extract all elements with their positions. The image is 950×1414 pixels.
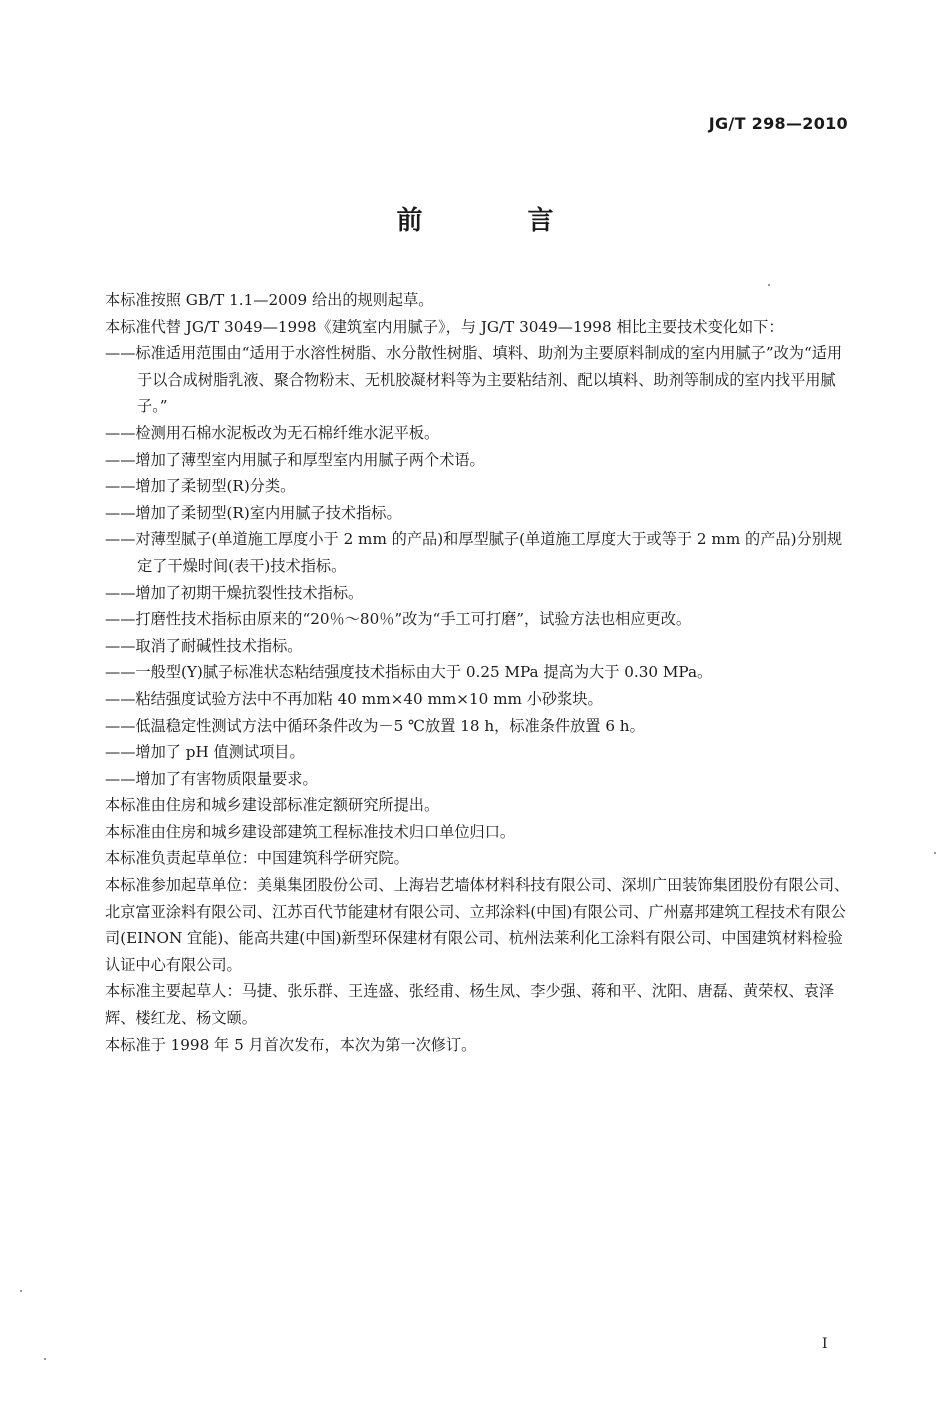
list-item: ——增加了薄型室内用腻子和厚型室内用腻子两个术语。 — [105, 450, 485, 469]
paragraph: 本标准参加起草单位：美巢集团股份公司、上海岩艺墙体材料科技有限公司、深圳广田装饰集团股份有限公司、北京富亚涂料有限公司、江苏百代节能建材有限公司、立邦涂料(中国)有限公司、广州嘉邦建筑工程技术有限公司(EINON 宜能)、能高共建(中国)新型环保建材有限公司、杭州法莱利化工涂料有限公司、中国建筑材料检验认证中心有限公司。 — [105, 876, 850, 974]
paragraph: 本标准负责起草单位：中国建筑科学研究院。 — [105, 849, 409, 868]
page-title: 前 言 — [396, 206, 602, 236]
paragraph: 本标准由住房和城乡建设部标准定额研究所提出。 — [105, 796, 440, 815]
list-item: ——低温稳定性测试方法中循环条件改为－5 ℃放置 18 h，标准条件放置 6 h。 — [105, 716, 645, 735]
paragraph: 本标准主要起草人：马捷、张乐群、王连盛、张经甫、杨生凤、李少强、蒋和平、沈阳、唐磊、黄荣权、袁泽辉、楼红龙、杨文颐。 — [105, 982, 834, 1028]
list-item: ——增加了有害物质限量要求。 — [105, 769, 318, 788]
list-item: ——增加了 pH 值测试项目。 — [105, 743, 305, 762]
list-item: ——检测用石棉水泥板改为无石棉纤维水泥平板。 — [105, 423, 440, 442]
list-item: ——粘结强度试验方法中不再加粘 40 mm×40 mm×10 mm 小砂浆块。 — [105, 689, 603, 708]
standard-code: JG/T 298—2010 — [708, 114, 848, 133]
list-item: ——增加了初期干燥抗裂性技术指标。 — [105, 583, 364, 602]
list-item: ——取消了耐碱性技术指标。 — [105, 636, 303, 655]
list-item: ——打磨性技术指标由原来的“20％～80％”改为“手工可打磨”，试验方法也相应更改。 — [105, 610, 692, 629]
list-item: ——一般型(Y)腻子标准状态粘结强度技术指标由大于 0.25 MPa 提高为大于 0.30 MPa。 — [105, 663, 713, 682]
scan-speck — [934, 852, 936, 854]
paragraph: 本标准代替 JG/T 3049—1998《建筑室内用腻子》，与 JG/T 3049—1998 相比主要技术变化如下： — [105, 317, 784, 336]
scan-speck — [768, 284, 770, 286]
paragraph: 本标准于 1998 年 5 月首次发布，本次为第一次修订。 — [105, 1035, 477, 1054]
scan-speck — [44, 1358, 46, 1360]
foreword-body — [105, 287, 850, 1058]
list-item: ——增加了柔韧型(R)分类。 — [105, 477, 296, 496]
list-item: ——标准适用范围由“适用于水溶性树脂、水分散性树脂、填料、助剂为主要原料制成的室内用腻子”改为“适用于以合成树脂乳液、聚合物粉末、无机胶凝材料等为主要粘结剂、配以填料、助剂等制成的室内找平用腻子。” — [105, 344, 843, 416]
paragraph: 本标准按照 GB/T 1.1—2009 给出的规则起草。 — [105, 291, 434, 309]
page-number: I — [822, 1336, 828, 1352]
scan-speck — [20, 1290, 22, 1292]
paragraph: 本标准由住房和城乡建设部建筑工程标准技术归口单位归口。 — [105, 822, 516, 841]
list-item: ——对薄型腻子(单道施工厚度小于 2 mm 的产品)和厚型腻子(单道施工厚度大于或等于 2 mm 的产品)分别规定了干燥时间(表干)技术指标。 — [105, 530, 843, 575]
list-item: ——增加了柔韧型(R)室内用腻子技术指标。 — [105, 503, 402, 522]
